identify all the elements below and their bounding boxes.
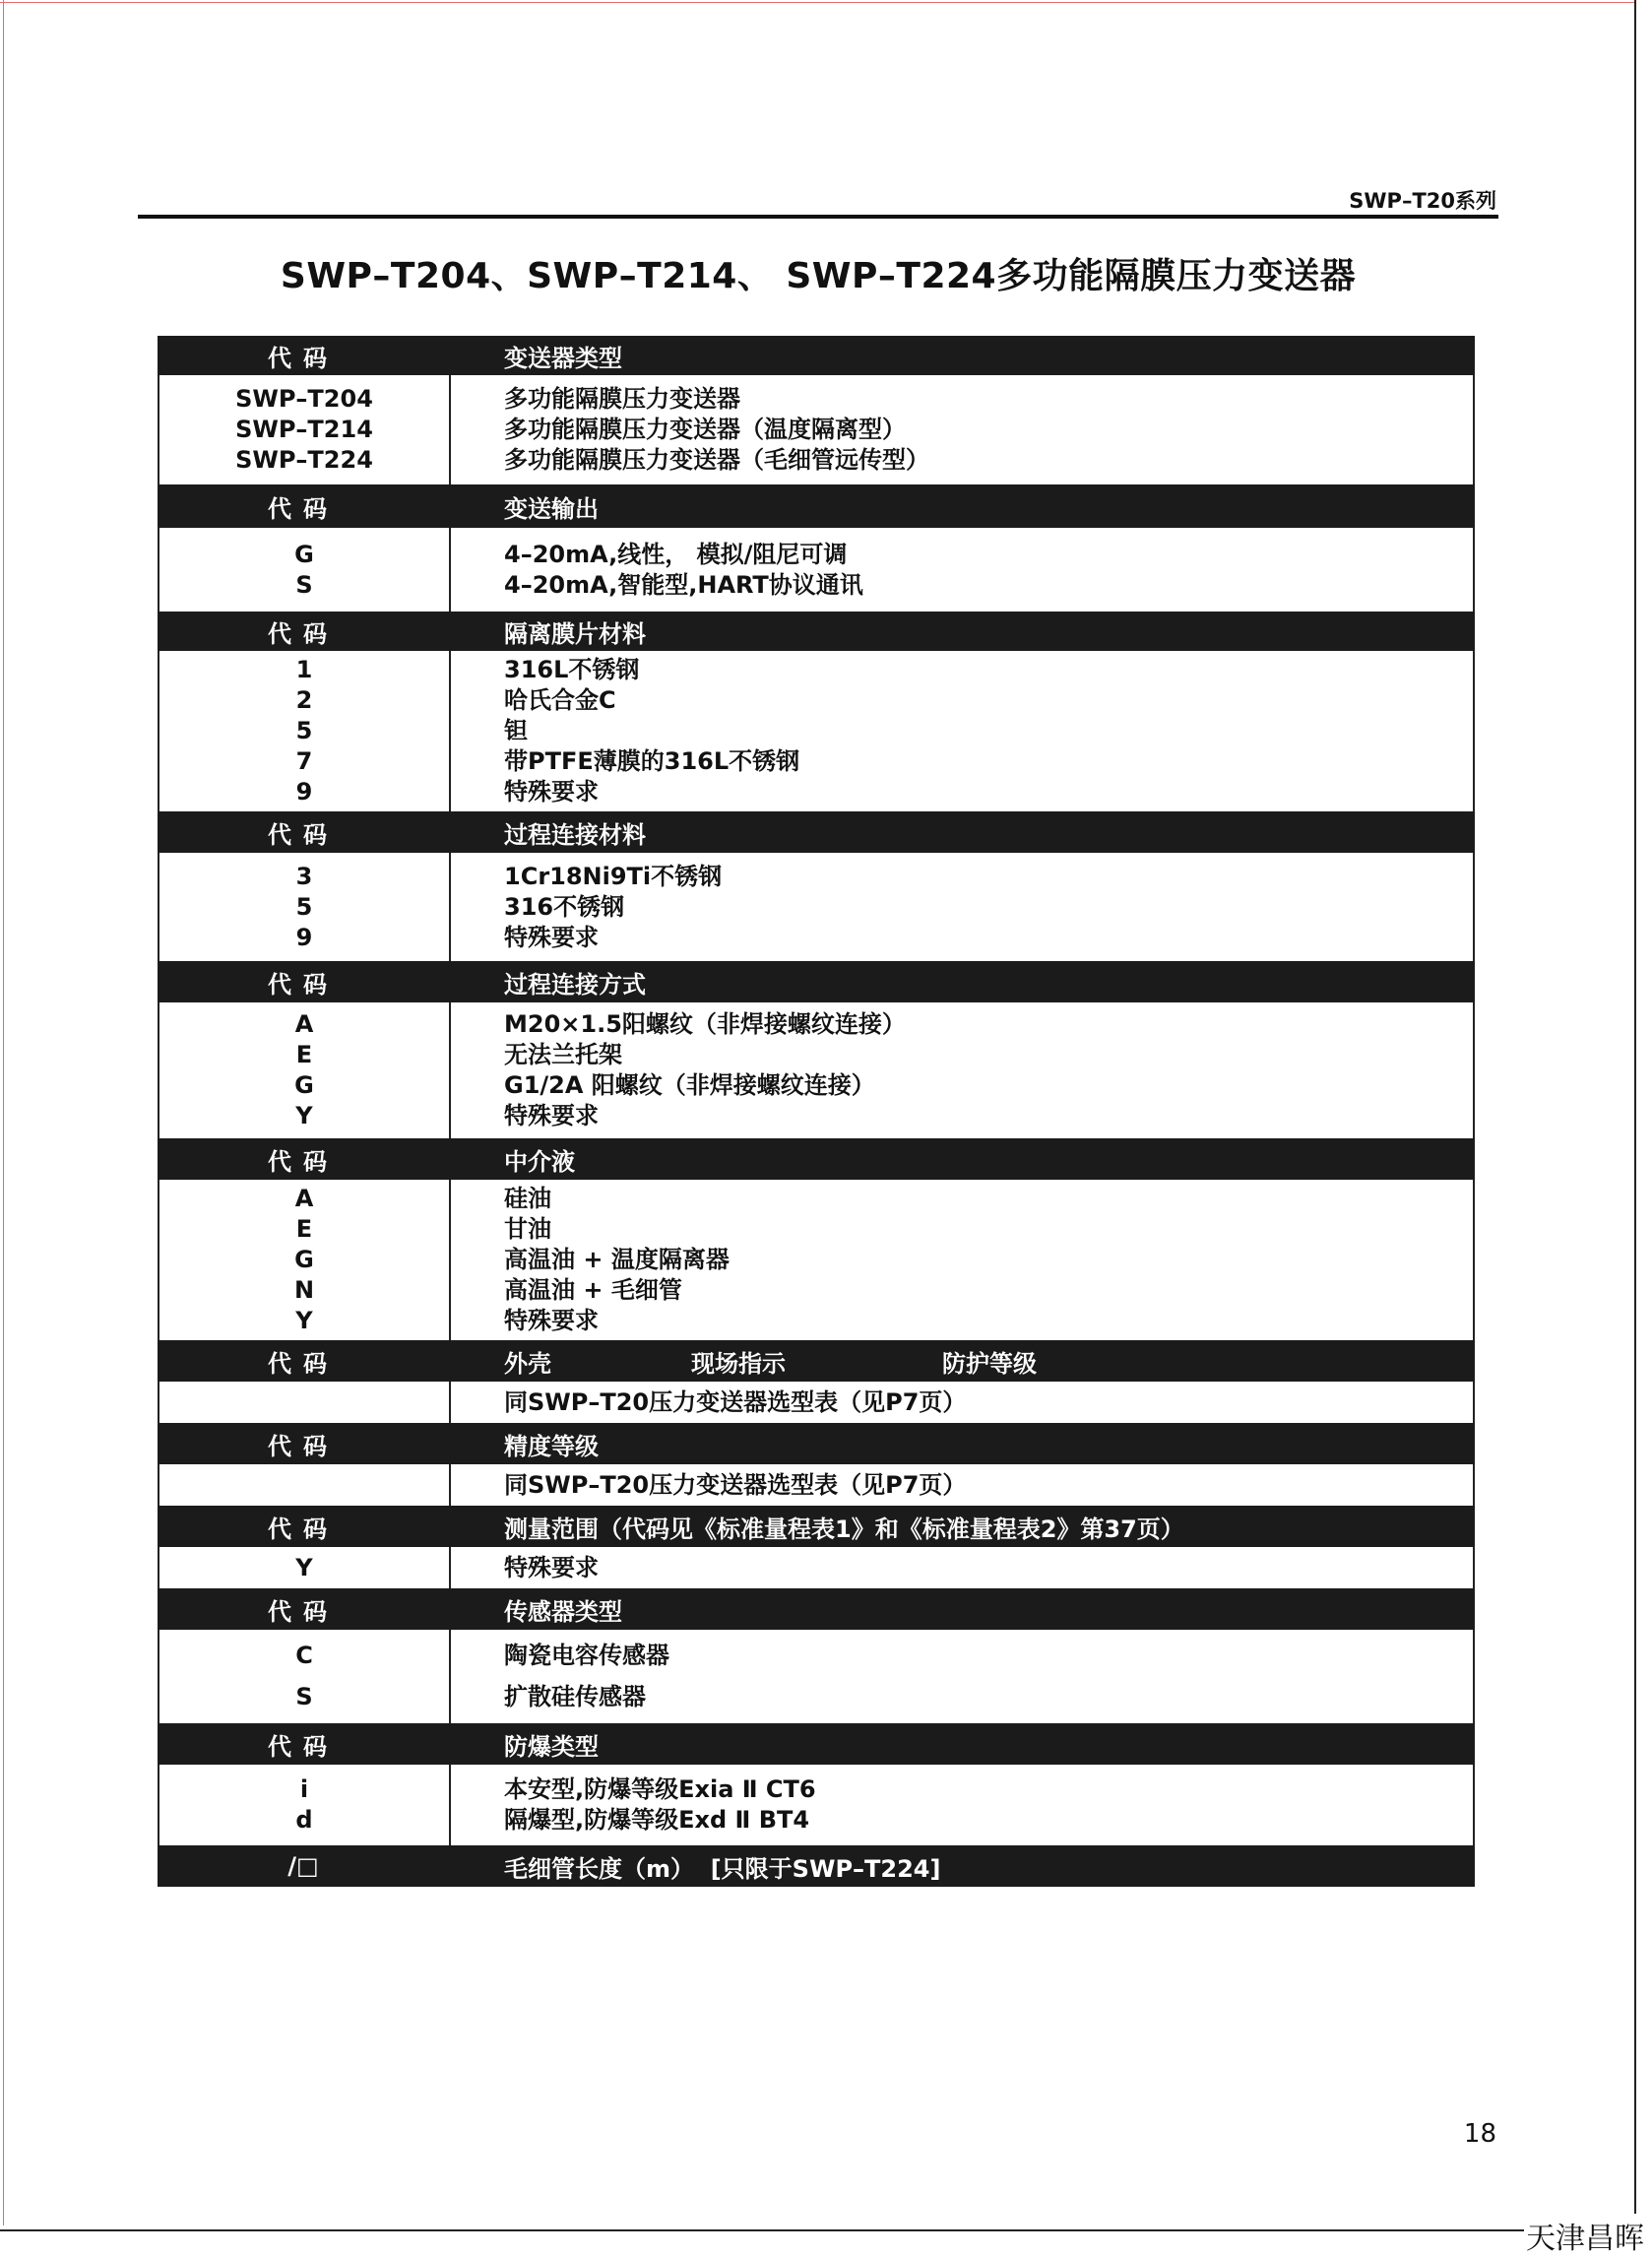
- code-header: 代码: [268, 344, 339, 372]
- desc-value: 钽: [504, 717, 528, 744]
- code-header: 代码: [268, 820, 339, 849]
- section-header-type: [158, 336, 1475, 375]
- desc-header: 过程连接材料: [504, 820, 646, 849]
- desc-value: 多功能隔膜压力变送器（温度隔离型）: [504, 416, 906, 443]
- section-body-type: [158, 375, 1475, 484]
- page-frame-bottom: [0, 2229, 1634, 2231]
- code-value: E: [295, 1215, 313, 1243]
- code-value: 1: [295, 656, 313, 683]
- code-header: 代码: [268, 1515, 339, 1543]
- code-value: SWP–T204: [235, 385, 373, 413]
- section-header-process-material: [158, 811, 1475, 853]
- desc-value: 特殊要求: [504, 1307, 599, 1334]
- desc-value: 甘油: [504, 1215, 551, 1243]
- code-value: A: [294, 1185, 314, 1212]
- code-header: 代码: [268, 494, 339, 523]
- desc-value: 多功能隔膜压力变送器（毛细管远传型）: [504, 446, 929, 474]
- code-header: 代码: [268, 1432, 339, 1460]
- code-header: 代码: [268, 970, 339, 999]
- desc-header-indicator: 现场指示: [691, 1349, 786, 1378]
- desc-value: 4–20mA,线性， 模拟/阻尼可调: [504, 540, 848, 568]
- desc-header: 传感器类型: [504, 1597, 622, 1626]
- desc-value: 无法兰托架: [504, 1041, 622, 1068]
- code-value: 7: [295, 747, 313, 775]
- desc-value: 316不锈钢: [504, 892, 625, 921]
- section-header-range: [158, 1506, 1475, 1547]
- code-value: S: [295, 1683, 313, 1710]
- desc-value: 1Cr18Ni9Ti不锈钢: [504, 862, 723, 890]
- desc-value: 特殊要求: [504, 1553, 599, 1581]
- section-body-process-material: [158, 853, 1475, 961]
- desc-header: 测量范围（代码见《标准量程表1》和《标准量程表2》第37页）: [504, 1515, 1184, 1543]
- section-body-fill-fluid: [158, 1180, 1475, 1340]
- code-header: 代码: [268, 619, 339, 648]
- code-value: G: [294, 1071, 314, 1099]
- desc-value: 陶瓷电容传感器: [504, 1642, 669, 1669]
- desc-header-housing: 外壳: [504, 1349, 551, 1378]
- desc-header: 变送器类型: [504, 344, 622, 372]
- code-value: 9: [295, 923, 313, 951]
- section-header-fill-fluid: [158, 1138, 1475, 1180]
- desc-value: 硅油: [504, 1185, 551, 1212]
- page-title: SWP–T204、SWP–T214、 SWP–T224多功能隔膜压力变送器: [280, 256, 1357, 296]
- code-header: 代码: [268, 1349, 339, 1378]
- desc-value: 特殊要求: [504, 1102, 599, 1129]
- desc-value: G1/2A 阳螺纹（非焊接螺纹连接）: [504, 1071, 875, 1099]
- code-value: 2: [295, 686, 313, 714]
- code-value: Y: [295, 1102, 313, 1129]
- desc-value: 特殊要求: [504, 923, 599, 951]
- code-header: 代码: [268, 1732, 339, 1761]
- code-value: E: [295, 1041, 313, 1068]
- page-number: 18: [1463, 2119, 1496, 2149]
- code-value: 9: [295, 778, 313, 806]
- code-value: SWP–T214: [235, 416, 373, 443]
- desc-header: 过程连接方式: [504, 970, 646, 999]
- desc-value: 本安型,防爆等级Exia Ⅱ CT6: [504, 1775, 816, 1803]
- code-value: 5: [295, 717, 313, 744]
- code-value: 5: [295, 892, 313, 921]
- section-header-sensor: [158, 1588, 1475, 1630]
- desc-value: 哈氏合金C: [504, 686, 616, 714]
- code-value: d: [295, 1806, 313, 1834]
- model-selection-table: [158, 336, 1475, 1887]
- desc-header-protection: 防护等级: [942, 1349, 1037, 1378]
- section-body-sensor: [158, 1630, 1475, 1723]
- code-value: G: [294, 540, 314, 568]
- series-label: SWP–T20系列: [1349, 189, 1496, 213]
- code-value: C: [295, 1642, 313, 1669]
- desc-value: 316L不锈钢: [504, 656, 640, 683]
- desc-header: 中介液: [504, 1147, 575, 1176]
- desc-value: 4–20mA,智能型,HART协议通讯: [504, 570, 863, 599]
- code-value: Y: [295, 1307, 313, 1334]
- section-body-range: [158, 1547, 1475, 1588]
- code-value: i: [299, 1775, 309, 1803]
- section-body-output: [158, 528, 1475, 612]
- code-value: A: [294, 1010, 314, 1038]
- code-header: 代码: [268, 1597, 339, 1626]
- desc-header: 防爆类型: [504, 1732, 599, 1761]
- desc-value: 同SWP–T20压力变送器选型表（见P7页）: [504, 1470, 967, 1499]
- code-value: SWP–T224: [235, 446, 373, 474]
- header-rule: [138, 215, 1498, 219]
- desc-value: 扩散硅传感器: [504, 1683, 646, 1710]
- code-value: N: [293, 1276, 315, 1304]
- watermark-text: 天津昌晖: [1524, 2214, 1646, 2257]
- desc-header: 隔离膜片材料: [504, 619, 646, 648]
- section-body-explosion: [158, 1765, 1475, 1845]
- capillary-desc: 毛细管长度（m） [只限于SWP–T224]: [504, 1854, 941, 1883]
- section-body-accuracy: [158, 1464, 1475, 1506]
- section-header-accuracy: [158, 1423, 1475, 1464]
- desc-header: 变送输出: [504, 494, 599, 523]
- desc-value: 多功能隔膜压力变送器: [504, 385, 740, 413]
- page-frame-left: [3, 0, 4, 2225]
- desc-header: 精度等级: [504, 1432, 599, 1460]
- capillary-code: /□: [287, 1852, 319, 1880]
- code-header: 代码: [268, 1147, 339, 1176]
- section-body-diaphragm: [158, 651, 1475, 811]
- code-value: G: [294, 1246, 314, 1273]
- section-header-explosion: [158, 1723, 1475, 1765]
- desc-value: 高温油 + 温度隔离器: [504, 1246, 730, 1273]
- page-frame-right: [1634, 0, 1652, 2257]
- code-value: Y: [295, 1553, 313, 1581]
- section-body-housing: [158, 1382, 1475, 1423]
- code-value: 3: [295, 862, 313, 890]
- desc-value: 带PTFE薄膜的316L不锈钢: [504, 747, 800, 775]
- section-header-housing: [158, 1340, 1475, 1382]
- desc-value: 同SWP–T20压力变送器选型表（见P7页）: [504, 1387, 967, 1416]
- desc-value: 高温油 + 毛细管: [504, 1276, 682, 1304]
- desc-value: M20×1.5阳螺纹（非焊接螺纹连接）: [504, 1010, 906, 1038]
- page-frame-top: [0, 2, 1652, 3]
- desc-value: 特殊要求: [504, 778, 599, 806]
- section-header-process-connection: [158, 961, 1475, 1002]
- desc-value: 隔爆型,防爆等级Exd Ⅱ BT4: [504, 1806, 810, 1834]
- section-body-process-connection: [158, 1002, 1475, 1138]
- section-header-diaphragm: [158, 612, 1475, 651]
- code-value: S: [295, 570, 313, 599]
- section-header-capillary: [158, 1845, 1475, 1887]
- section-header-output: [158, 484, 1475, 528]
